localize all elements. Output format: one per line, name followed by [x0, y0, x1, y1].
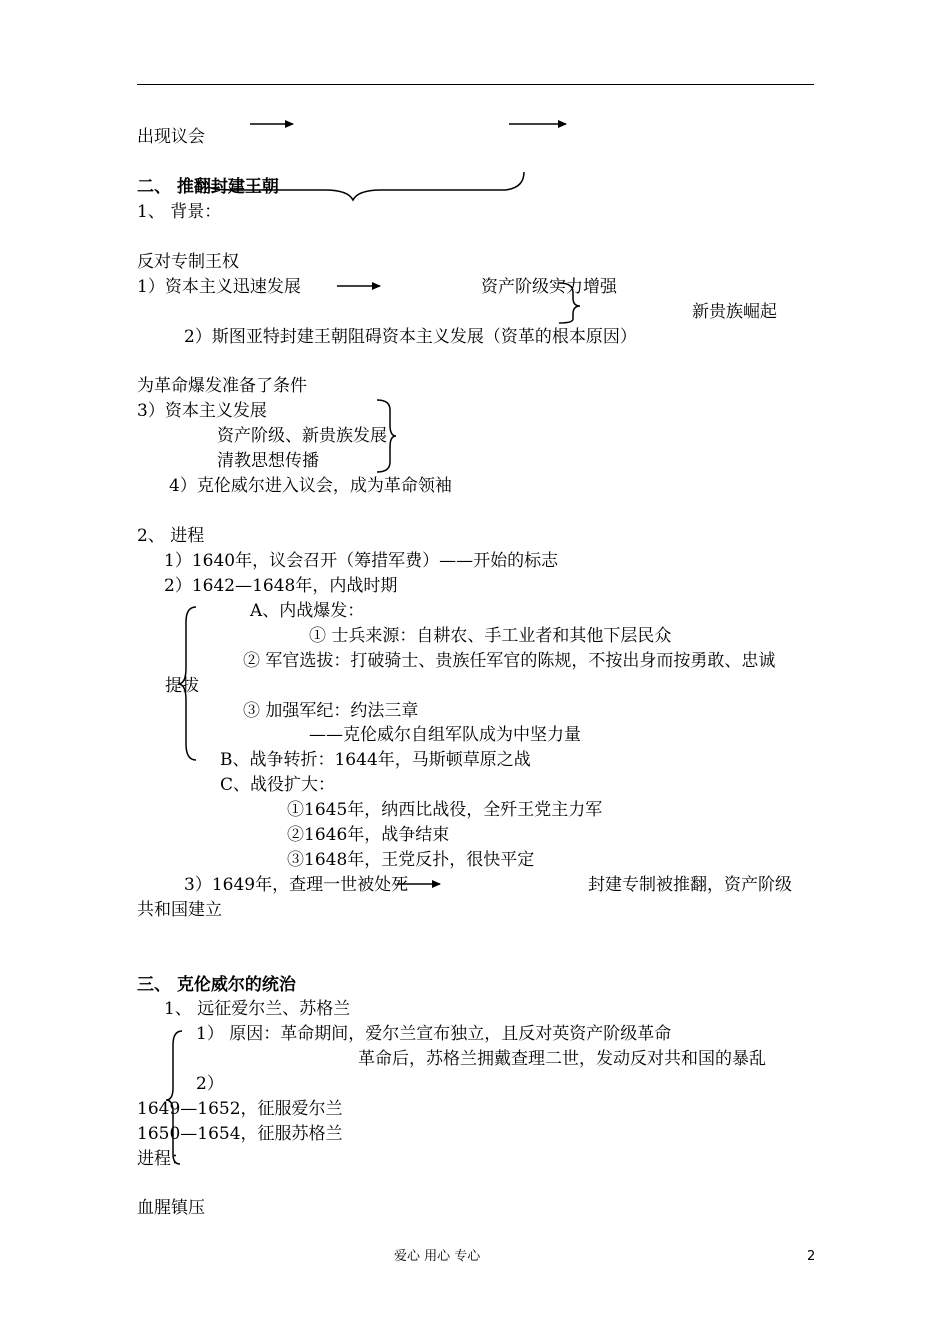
footer-motto: 爱心 用心 专心: [394, 1249, 481, 1264]
text-line: ——克伦威尔自组军队成为中坚力量: [309, 725, 581, 745]
text-line: 封建专制被推翻，资产阶级: [588, 875, 792, 895]
text-line: ③ 加强军纪：约法三章: [243, 701, 419, 721]
text-line: 1）资本主义迅速发展: [137, 277, 301, 297]
text-line: 1） 原因：革命期间，爱尔兰宣布独立，且反对英资产阶级革命: [196, 1024, 672, 1044]
text-line: 资产阶级、新贵族发展: [217, 426, 387, 446]
text-line: 1、 远征爱尔兰、苏格兰: [164, 999, 351, 1019]
text-line: 为革命爆发准备了条件: [137, 376, 307, 396]
text-line: 1649—1652，征服爱尔兰: [137, 1099, 343, 1119]
text-line: 2）斯图亚特封建王朝阻碍资本主义发展（资革的根本原因）: [184, 327, 637, 347]
text-line: ①1645年，纳西比战役，全歼王党主力军: [287, 800, 603, 820]
section-heading: 三、 克伦威尔的统治: [137, 975, 296, 995]
text-line: A、内战爆发：: [250, 601, 365, 621]
text-line: 反对专制王权: [137, 252, 239, 272]
text-line: 1、 背景：: [137, 202, 222, 222]
text-line: B、战争转折：1644年，马斯顿草原之战: [220, 750, 531, 770]
text-line: 1650—1654，征服苏格兰: [137, 1124, 343, 1144]
text-line: ② 军官选拔：打破骑士、贵族任军官的陈规，不按出身而按勇敢、忠诚: [243, 651, 776, 671]
text-line: 2）1642—1648年，内战时期: [164, 576, 398, 596]
text-line: 2）: [196, 1074, 224, 1094]
text-line: 1）1640年，议会召开（筹措军费）——开始的标志: [164, 551, 559, 571]
brace-horizontal: [210, 172, 524, 200]
text-line: 3）资本主义发展: [137, 401, 267, 421]
text-line: 清教思想传播: [217, 451, 319, 471]
text-line: 出现议会: [137, 127, 205, 147]
text-line: ③1648年，王党反扑，很快平定: [287, 850, 535, 870]
brace-left: [166, 1031, 182, 1164]
text-line: 新贵族崛起: [692, 302, 777, 322]
text-line: 4）克伦威尔进入议会，成为革命领袖: [169, 476, 452, 496]
text-line: 资产阶级实力增强: [481, 277, 617, 297]
text-line: 血腥镇压: [137, 1198, 205, 1218]
brace-right: [377, 400, 396, 472]
brace-right: [559, 283, 580, 323]
text-line: 共和国建立: [137, 900, 222, 920]
text-line: 2、 进程: [137, 526, 205, 546]
text-line: ②1646年，战争结束: [287, 825, 450, 845]
text-line: 革命后，苏格兰拥戴查理二世，发动反对共和国的暴乱: [358, 1049, 766, 1069]
brace-left: [178, 607, 196, 760]
section-heading: 二、 推翻封建王朝: [137, 177, 279, 197]
page-number: 2: [807, 1249, 816, 1264]
text-line: 进程：: [137, 1149, 188, 1169]
text-line: 3）1649年，查理一世被处死: [184, 875, 409, 895]
text-line: ① 士兵来源：自耕农、手工业者和其他下层民众: [309, 626, 672, 646]
text-line: C、战役扩大：: [220, 775, 336, 795]
text-line: 提拔: [165, 676, 199, 696]
